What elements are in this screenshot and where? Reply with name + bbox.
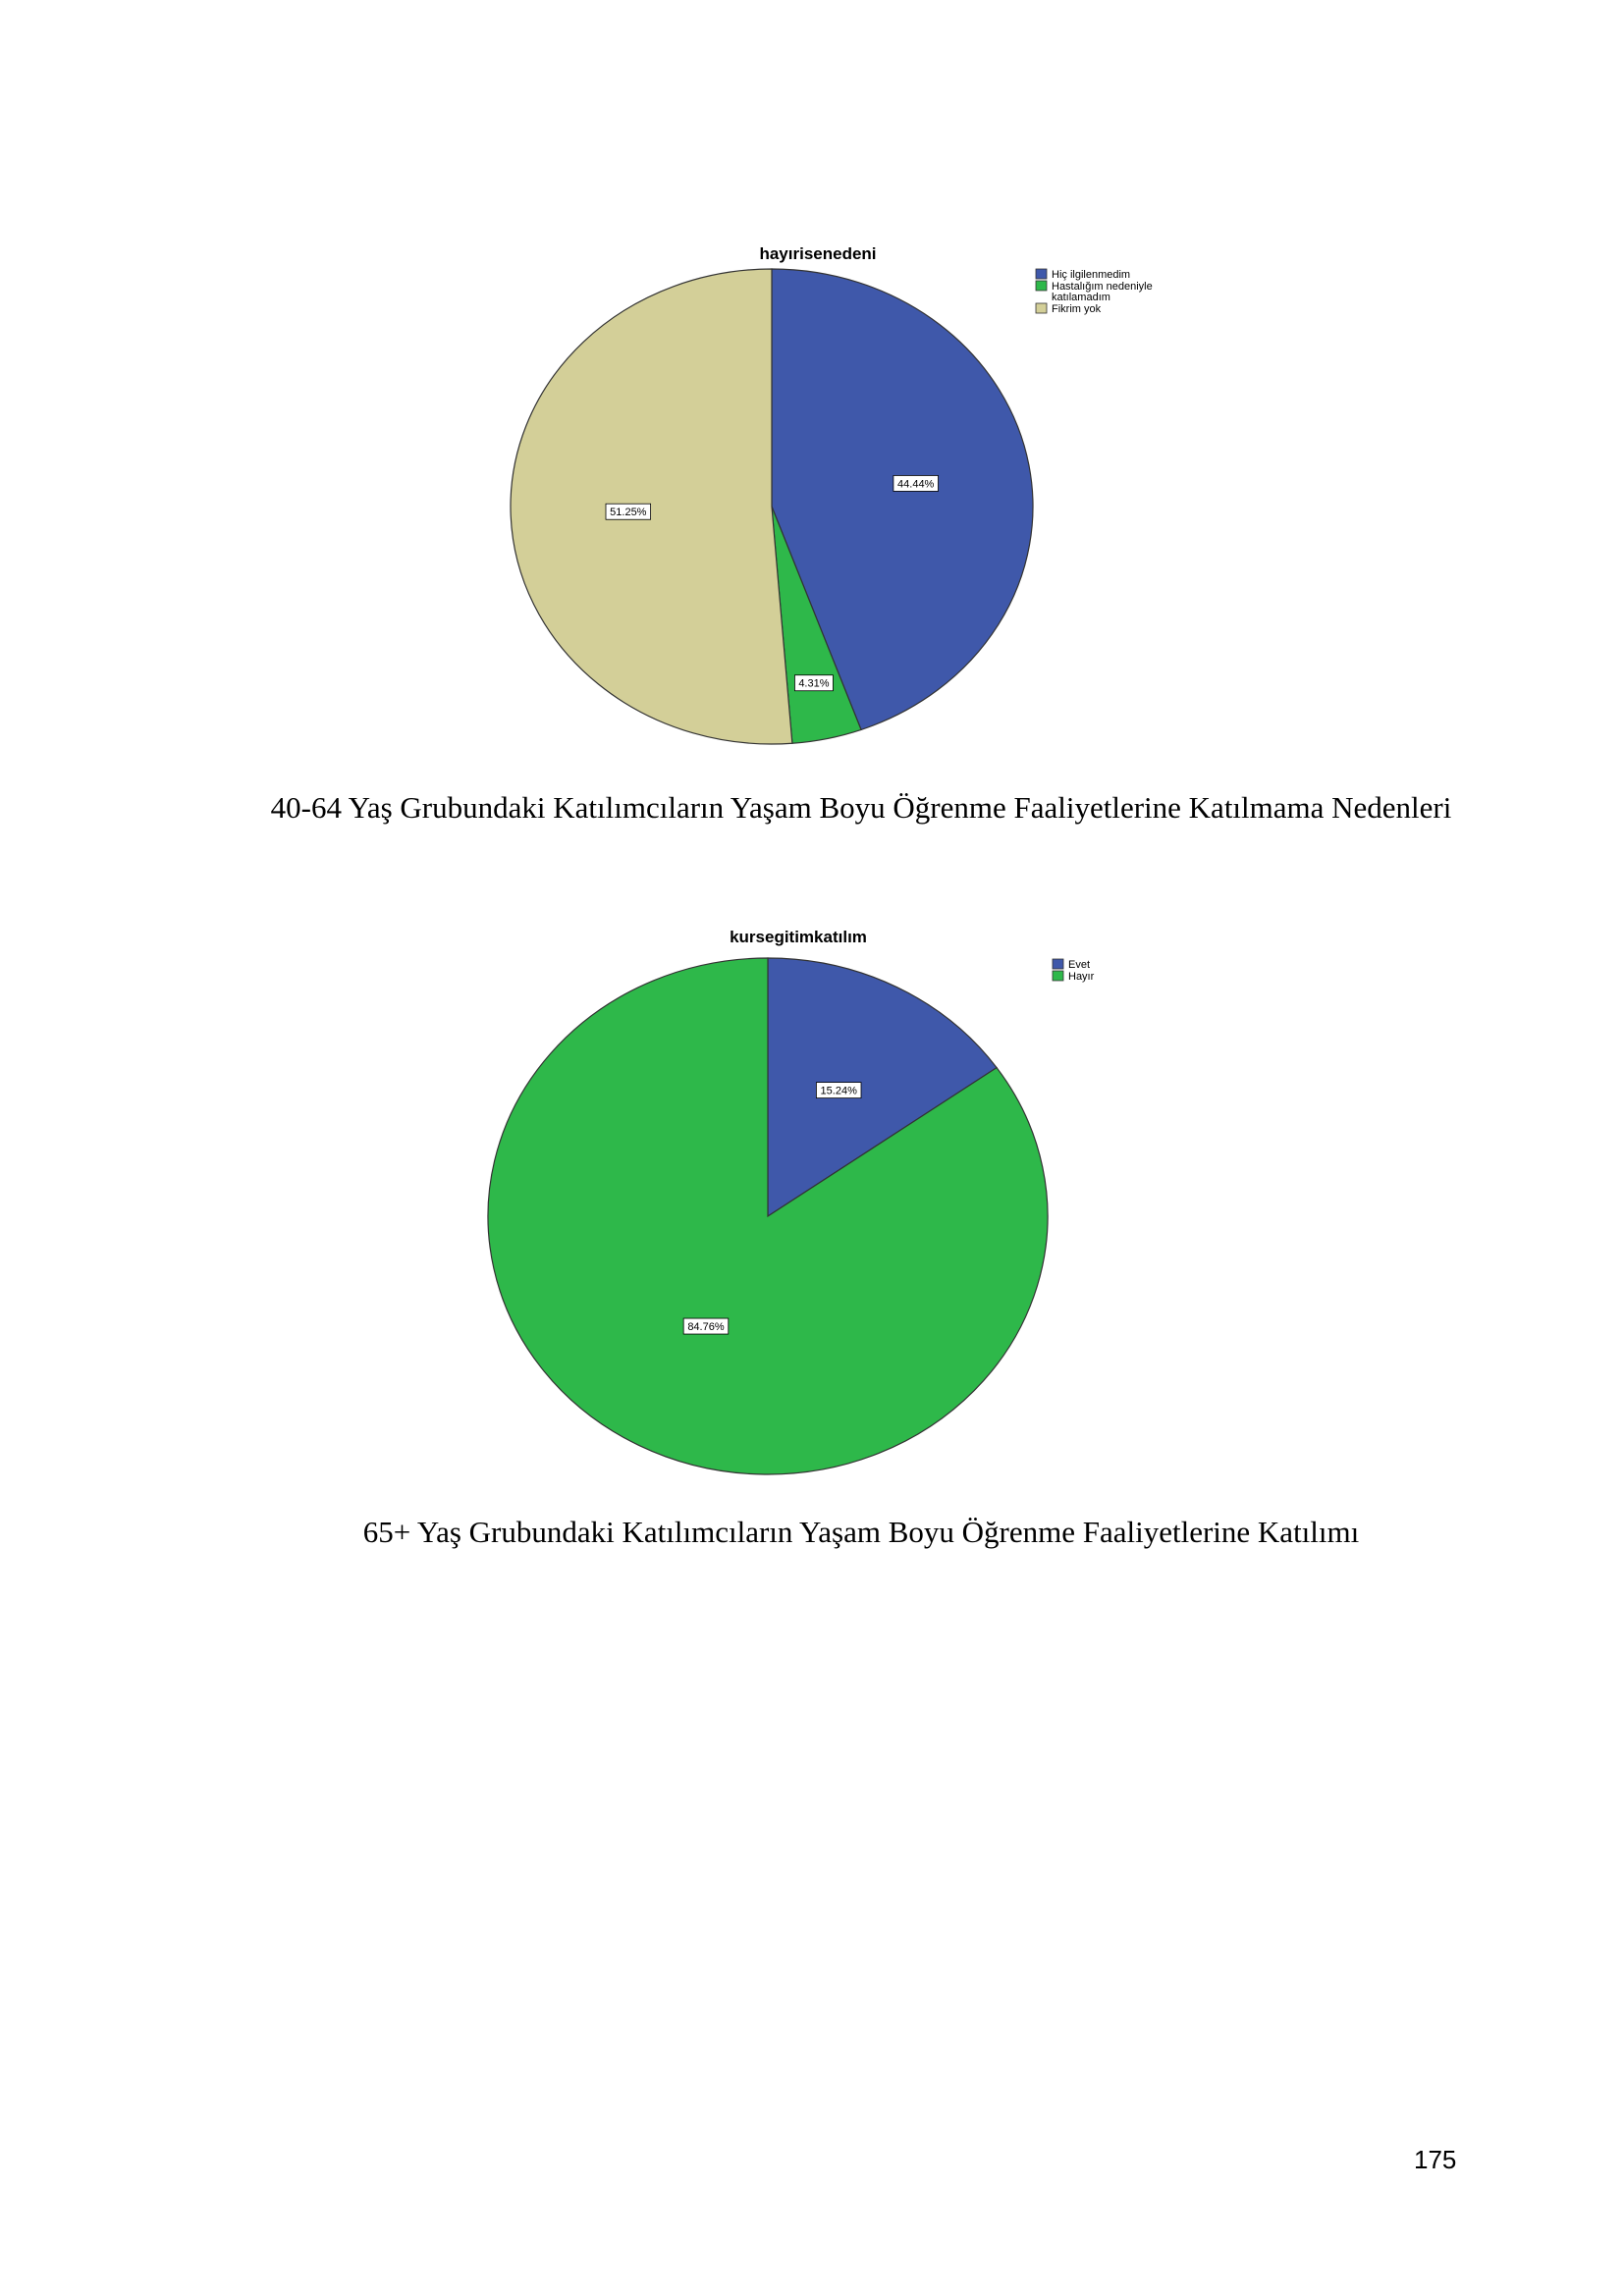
chart-legend bbox=[1053, 959, 1095, 983]
svg-text:katılamadım: katılamadım bbox=[1052, 292, 1110, 303]
data-label-hastaligim-nedeniyle-katilamadim bbox=[794, 675, 833, 691]
page-number: 175 bbox=[1414, 2145, 1457, 2174]
svg-text:Hiç ilgilenmedim: Hiç ilgilenmedim bbox=[1052, 269, 1131, 281]
legend-item-hic-ilgilenmedim bbox=[1036, 269, 1130, 281]
chart-title: kursegitimkatılım bbox=[730, 928, 867, 946]
svg-text:Fikrim yok: Fikrim yok bbox=[1052, 303, 1102, 315]
legend-item-fikrim-yok bbox=[1036, 303, 1102, 315]
legend-swatch bbox=[1036, 269, 1047, 279]
data-label-hayir bbox=[683, 1318, 729, 1334]
legend-swatch bbox=[1036, 303, 1047, 313]
svg-text:4.31%: 4.31% bbox=[798, 677, 830, 690]
legend-item-evet bbox=[1053, 959, 1090, 971]
svg-text:15.24%: 15.24% bbox=[820, 1085, 857, 1097]
svg-text:Evet: Evet bbox=[1068, 959, 1091, 971]
legend-swatch bbox=[1053, 959, 1063, 969]
legend-swatch bbox=[1053, 971, 1063, 981]
data-label-hic-ilgilenmedim bbox=[893, 475, 939, 491]
svg-text:51.25%: 51.25% bbox=[610, 507, 647, 519]
data-label-evet bbox=[816, 1083, 861, 1098]
svg-text:Hastalığım nedeniyle: Hastalığım nedeniyle bbox=[1052, 281, 1153, 293]
data-label-fikrim-yok bbox=[606, 504, 651, 519]
caption-chart-2: 65+ Yaş Grubundaki Katılımcıların Yaşam Boyu Öğrenme Faaliyetlerine Katılımı bbox=[362, 1515, 1360, 1549]
caption-chart-1: 40-64 Yaş Grubundaki Katılımcıların Yaşam Boyu Öğrenme Faaliyetlerine Katılmama Nedenleri bbox=[270, 790, 1452, 825]
chart-legend bbox=[1036, 269, 1153, 315]
svg-text:Hayır: Hayır bbox=[1068, 971, 1095, 983]
pie-chart-participation bbox=[471, 918, 1198, 1482]
svg-text:44.44%: 44.44% bbox=[897, 478, 935, 491]
pie-chart-reasons bbox=[491, 240, 1218, 751]
svg-text:84.76%: 84.76% bbox=[687, 1321, 725, 1334]
legend-item-hayir bbox=[1053, 971, 1095, 983]
chart-title: hayırisenedeni bbox=[759, 244, 877, 263]
pie-slice-fikrim-yok bbox=[511, 269, 792, 744]
legend-item-hastaligim-nedeniyle-katilamadim bbox=[1036, 281, 1153, 303]
legend-swatch bbox=[1036, 281, 1047, 291]
